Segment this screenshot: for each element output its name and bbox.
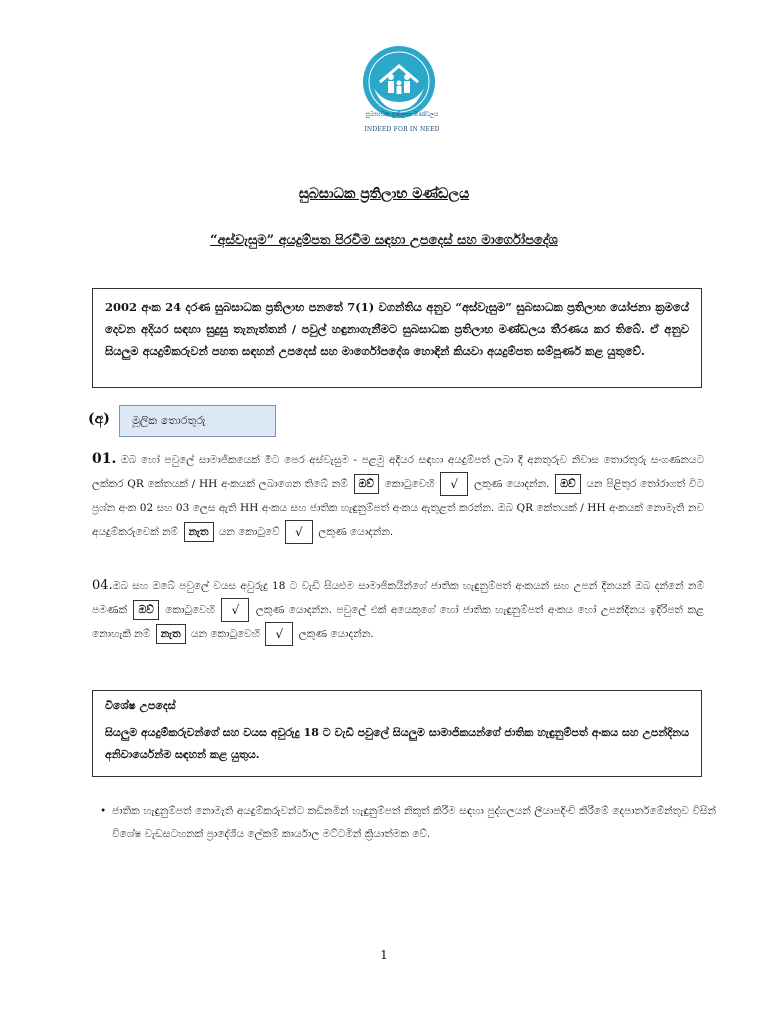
nic-bullet [100, 800, 716, 846]
q4-no-box: නැත [156, 624, 186, 644]
section-a-label: (අ) [88, 411, 110, 427]
question-01-number: 01. [92, 451, 117, 467]
question-04-text-4: යන කොටුවෙහි [190, 628, 260, 640]
q4-tick-box-1: √ [221, 598, 249, 622]
bullet-text: ජාතික හැඳුනුම්පත් නොමැති අයදුම්කරුවන්ට කඩිනමින් හැඳුනුම්පත් නිකුත් කිරීම සඳහා පුද්ගලයන් ලියාපදිංචි කිරීමේ දෙපාර්තමේන්තුව විසින් විශේෂ වැඩසටහනක් ප්‍රාදේශීය ලේකම් කාර්යාල මට්ටමින් ක්‍රියාත්මක වේ. [112, 805, 716, 840]
special-instructions-box [92, 690, 702, 777]
question-01-text-2: කොටුවෙහි [384, 478, 435, 490]
page-number: 1 [380, 948, 388, 962]
question-04-text-3: ලකුණ යොදන්න. පවුලේ එක් අයෙකුගේ හෝ ජාතික හැඳුනුම්පත් අංකය හෝ උපන්දිනය ඉදිරිපත් කළ නොහැකි නම් [92, 604, 704, 640]
question-04 [92, 574, 704, 646]
question-04-text-5: ලකුණ යොදන්න. [298, 628, 374, 640]
intro-box: 2002 අංක 24 දරණ සුබසාධක ප්‍රතිලාභ පනතේ 7(1) වගන්තිය අනුව “අස්වැසුම” සුබසාධක ප්‍රතිලාභ යෝජනා ක්‍රමයේ දෙවන අදියර සඳහා සුදුසු තැනැත්තන් / පවුල් හඳුනාගැනීමට සුබසාධක ප්‍රතිලාභ මණ්ඩලය තීරණය කර තිබේ. ඒ අනුව සියලුම අයදුම්කරුවන් පහත සඳහන් උපදෙස් සහ මාර්ගෝපදේශ හොඳින් කියවා අයදුම්පත සම්පූර්ණ කළ යුතුවේ. [92, 288, 702, 388]
q1-tick-box-1: √ [440, 472, 468, 496]
special-instructions-title: විශේෂ උපදෙස් [105, 699, 176, 712]
page-subtitle: “අස්වැසුම” අයදුම්පත පිරවීම සඳහා උපදෙස් සහ මාර්ගෝපදේශ [210, 233, 558, 248]
q1-yes-box-2: ඔව් [555, 474, 580, 494]
bullet-dot-icon: • [100, 805, 107, 817]
q4-yes-box: ඔව් [133, 600, 158, 620]
question-04-text-2: කොටුවෙහි [165, 604, 215, 616]
logo-sinhala-text: සුබසාධක ප්‍රතිලාභ මණ්ඩලය [365, 111, 439, 118]
logo-tagline: INDEED FOR IN NEED [364, 126, 440, 133]
q1-no-box: නැත [184, 522, 214, 542]
question-01-text-1: ඔබ හෝ පවුලේ සාමාජිකයෙක් මීට පෙර අස්වැසුම - පළමු අදියර සඳහා අයදුම්පත් ලබා දී අනතුරුව නිවාස තොරතුරු සංගණනයට ලක්කර QR කේතයක් / HH අංකයක් ලබාගෙන තිබේ නම් [92, 454, 704, 490]
question-04-number: 04. [92, 578, 113, 593]
question-01-text-5: යන කොටුවේ [218, 526, 280, 538]
question-01 [92, 447, 704, 544]
q4-tick-box-2: √ [265, 622, 293, 646]
page-title: සුබසාධක ප්‍රතිලාභ මණ්ඩලය [298, 186, 470, 202]
section-a-title: මූලික තොරතුරු [119, 405, 276, 437]
question-01-text-3: ලකුණ යොදන්න. [474, 478, 550, 490]
question-04-text-1: ඔබ සහ ඔබේ පවුලේ වයස අවුරුදු 18 ට වැඩි සියළුම සාමාජිකයින්ගේ ජාතික හැඳුනුම්පත් අංකයන් සහ උපන් දිනයන් ඔබ දන්නේ නම් පමණක් [92, 580, 704, 616]
question-01-text-6: ලකුණ යොදන්න. [318, 526, 394, 538]
special-instructions-body: සියලුම අයදුම්කරුවන්ගේ සහ වයස අවුරුදු 18 ට වැඩි පවුලේ සියලුම සාමාජිකයන්ගේ ජාතික හැඳුනුම්පත් අංකය සහ උපන්දිනය අනිවාර්යෙන්ම සඳහන් කළ යුතුය. [105, 726, 689, 761]
question-01-text-4: යන පිළිතුර තෝරාගත් විට ප්‍රශ්න අංක 02 සහ 03 ලෙස ඇති HH අංකය සහ ජාතික හැඳුනුම්පත් අංකය ඇතුළත් කරන්න. ඔබ QR කේතයක් / HH අංකයක් නොමැති නව අයදුම්කරුවෙක් නම් [92, 478, 705, 538]
q1-yes-box: ඔව් [354, 474, 379, 494]
q1-tick-box-2: √ [285, 520, 313, 544]
